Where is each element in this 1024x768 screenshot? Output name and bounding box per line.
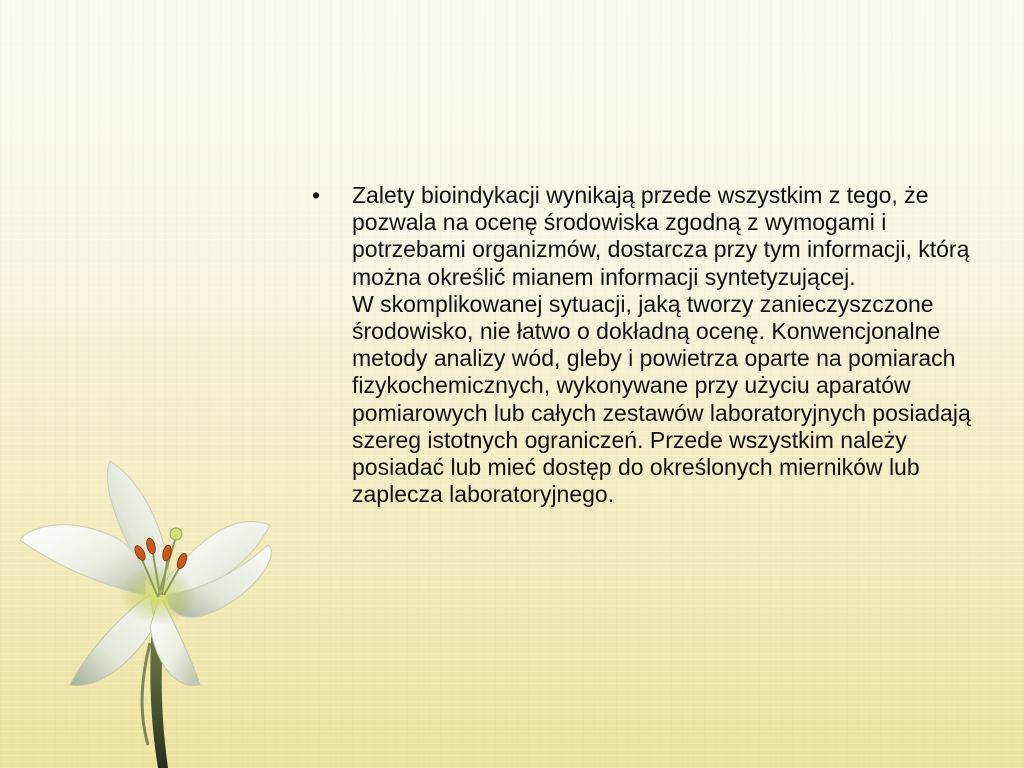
paragraph-1: Zalety bioindykacji wynikają przede wszystkim z tego, że pozwala na ocenę środowiska zgodną z wymogami i potrzebami organizmów, dostarcza przy tym informacji, którą można określić mianem informacji syntetyzującej. — [352, 182, 970, 290]
white-lily-image — [0, 445, 300, 768]
bullet-marker: • — [312, 182, 321, 208]
bullet-text — [352, 182, 1002, 508]
paragraph-2: W skomplikowanej sytuacji, jaką tworzy zanieczyszczone środowisko, nie łatwo o dokładną ocenę. Konwencjonalne metody analizy wód, gleby i powietrza oparte na pomiarach fizykochemicznych, wykonywane przy użyciu aparatów pomiarowych lub całych zestawów laboratoryjnych posiadają szereg istotnych ograniczeń. Przede wszystkim należy posiadać lub mieć dostęp do określonych mierników lub zaplecza laboratoryjnego. — [352, 290, 971, 508]
slide-text-content — [312, 182, 1002, 508]
bullet-item — [312, 182, 1002, 508]
